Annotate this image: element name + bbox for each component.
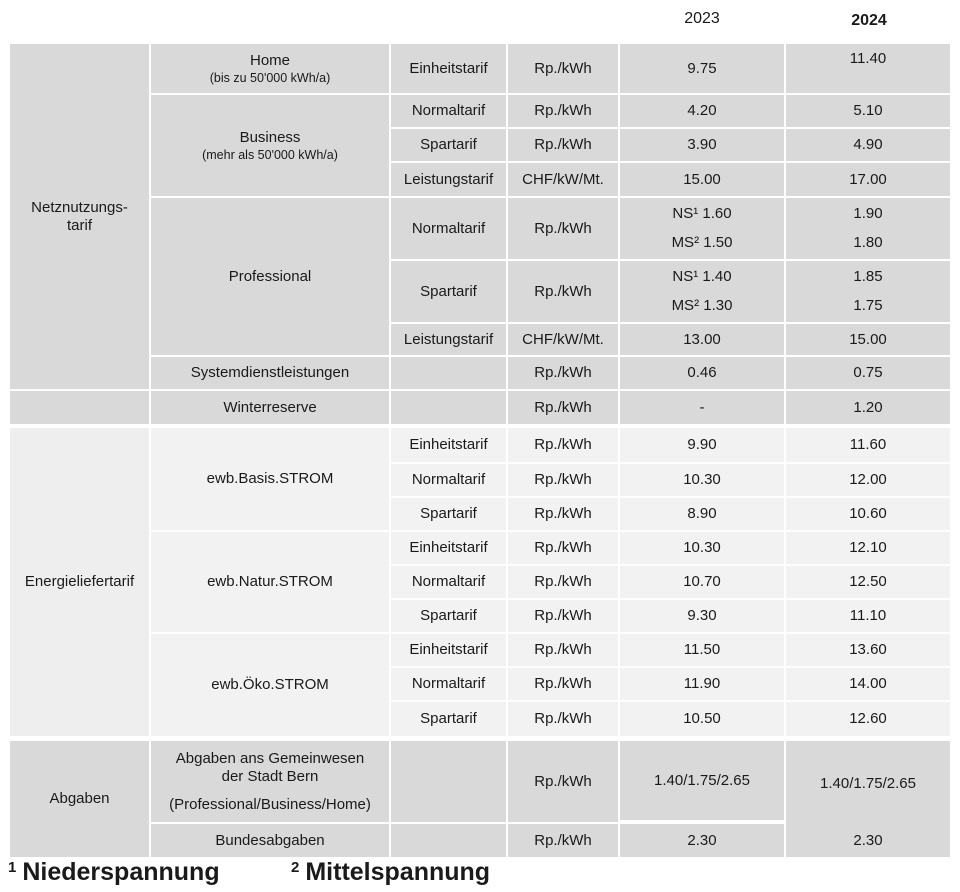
value-2024: 15.00 [786,324,950,355]
tarif-cell: Normaltarif [391,198,506,259]
unit-cell: Rp./kWh [508,566,618,598]
value-ms: 1.75 [853,297,883,314]
unit-cell: Rp./kWh [508,741,618,822]
value-2023: 9.90 [620,428,784,462]
product-subtitle: (bis zu 50'000 kWh/a) [209,70,331,85]
unit-cell: Rp./kWh [508,95,618,127]
value-ns: NS¹ 1.60 [672,205,732,222]
tarif-cell-empty [391,357,506,389]
gemeinwesen-line1: Abgaben ans Gemeinwesen [175,749,365,767]
value-2024: 12.10 [786,532,950,564]
category-abgaben: Abgaben [10,741,149,857]
footnote-number: 1 [8,859,17,876]
tarif-cell: Einheitstarif [391,428,506,462]
value-2024: 4.90 [786,129,950,161]
product-basis: ewb.Basis.STROM [151,428,389,530]
unit-cell: Rp./kWh [508,532,618,564]
value-ns: NS¹ 1.40 [672,268,732,285]
unit-cell: Rp./kWh [508,357,618,389]
value-2023: - [620,391,784,424]
product-professional: Professional [151,198,389,355]
product-business [151,95,389,196]
value-2023: 10.70 [620,566,784,598]
unit-cell: Rp./kWh [508,498,618,530]
value-2023: 4.20 [620,95,784,127]
tarif-cell: Spartarif [391,129,506,161]
value-2023: 13.00 [620,324,784,355]
value-2024: 2.30 [786,824,950,857]
value-2024: 1.40/1.75/2.65 [786,741,950,827]
year-header-2023: 2023 [684,10,720,27]
value-2023: 3.90 [620,129,784,161]
footnote-text: Mittelspannung [305,858,491,886]
tarif-cell: Spartarif [391,261,506,322]
value-2024 [786,198,950,259]
product-systemdienstleistungen: Systemdienstleistungen [151,357,389,389]
category-energieliefertarif: Energieliefertarif [10,428,149,736]
tarif-cell: Normaltarif [391,95,506,127]
tarif-cell: Normaltarif [391,566,506,598]
unit-cell: Rp./kWh [508,600,618,632]
tarif-cell: Normaltarif [391,668,506,700]
tarif-cell: Normaltarif [391,464,506,496]
unit-cell: Rp./kWh [508,634,618,666]
gemeinwesen-line2: der Stadt Bern [221,767,319,785]
product-winterreserve: Winterreserve [151,391,389,424]
unit-cell: Rp./kWh [508,668,618,700]
value-2023: 10.30 [620,532,784,564]
value-2024: 12.50 [786,566,950,598]
product-subtitle: (mehr als 50'000 kWh/a) [202,147,338,162]
tarif-cell: Spartarif [391,600,506,632]
category-netznutzung-line1: Netznutzungs- [31,198,128,216]
unit-cell: CHF/kW/Mt. [508,324,618,355]
footnote-number: 2 [291,859,300,876]
value-2024: 10.60 [786,498,950,530]
tarif-cell-empty [391,824,506,857]
product-natur: ewb.Natur.STROM [151,532,389,632]
unit-cell: Rp./kWh [508,464,618,496]
value-2023: 2.30 [620,824,784,857]
value-2024: 11.40 [786,44,950,93]
product-home [151,44,389,93]
unit-cell: Rp./kWh [508,44,618,93]
unit-cell: CHF/kW/Mt. [508,163,618,196]
value-ns: 1.85 [853,268,883,285]
value-2023: 9.75 [620,44,784,93]
value-2024: 17.00 [786,163,950,196]
value-2023: 11.50 [620,634,784,666]
tarif-cell: Einheitstarif [391,532,506,564]
value-2024: 5.10 [786,95,950,127]
product-name: Home [249,51,290,69]
value-2023: 11.90 [620,668,784,700]
value-2023: 15.00 [620,163,784,196]
value-2024: 11.60 [786,428,950,462]
value-2023: 9.30 [620,600,784,632]
value-2024: 11.10 [786,600,950,632]
tarif-cell-empty [391,741,506,822]
value-2023: 10.50 [620,702,784,736]
value-2024: 0.75 [786,357,950,389]
value-2024: 13.60 [786,634,950,666]
value-ms: 1.80 [853,234,883,251]
product-bundesabgaben: Bundesabgaben [151,824,389,857]
year-header-2024: 2024 [851,12,887,29]
value-2024: 1.20 [786,391,950,424]
value-2023 [620,261,784,322]
value-ms: MS² 1.50 [671,234,733,251]
gemeinwesen-line3: (Professional/Business/Home) [169,795,371,813]
tarif-cell-empty [391,391,506,424]
unit-cell: Rp./kWh [508,198,618,259]
value-2023: 1.40/1.75/2.65 [620,741,784,820]
value-2024: 14.00 [786,668,950,700]
tarif-cell: Leistungstarif [391,324,506,355]
unit-cell: Rp./kWh [508,391,618,424]
product-oeko: ewb.Öko.STROM [151,634,389,736]
value-2023: 8.90 [620,498,784,530]
footnote-mittelspannung [291,858,490,887]
unit-cell: Rp./kWh [508,129,618,161]
product-gemeinwesen [151,741,389,822]
value-2024: 12.00 [786,464,950,496]
value-2023 [620,198,784,259]
category-empty-cell [10,391,149,424]
value-2023: 10.30 [620,464,784,496]
footnote-niederspannung [8,858,220,887]
unit-cell: Rp./kWh [508,428,618,462]
tarif-cell: Leistungstarif [391,163,506,196]
unit-cell: Rp./kWh [508,261,618,322]
tarif-cell: Spartarif [391,702,506,736]
unit-cell: Rp./kWh [508,702,618,736]
value-2024 [786,261,950,322]
category-netznutzung [10,44,149,389]
tarif-cell: Spartarif [391,498,506,530]
product-name: Business [239,128,301,146]
value-ns: 1.90 [853,205,883,222]
tarif-cell: Einheitstarif [391,634,506,666]
footnote-text: Niederspannung [22,858,220,886]
value-ms: MS² 1.30 [671,297,733,314]
unit-cell: Rp./kWh [508,824,618,857]
tarif-cell: Einheitstarif [391,44,506,93]
value-2023: 0.46 [620,357,784,389]
value-2024: 12.60 [786,702,950,736]
category-netznutzung-line2: tarif [66,216,92,234]
